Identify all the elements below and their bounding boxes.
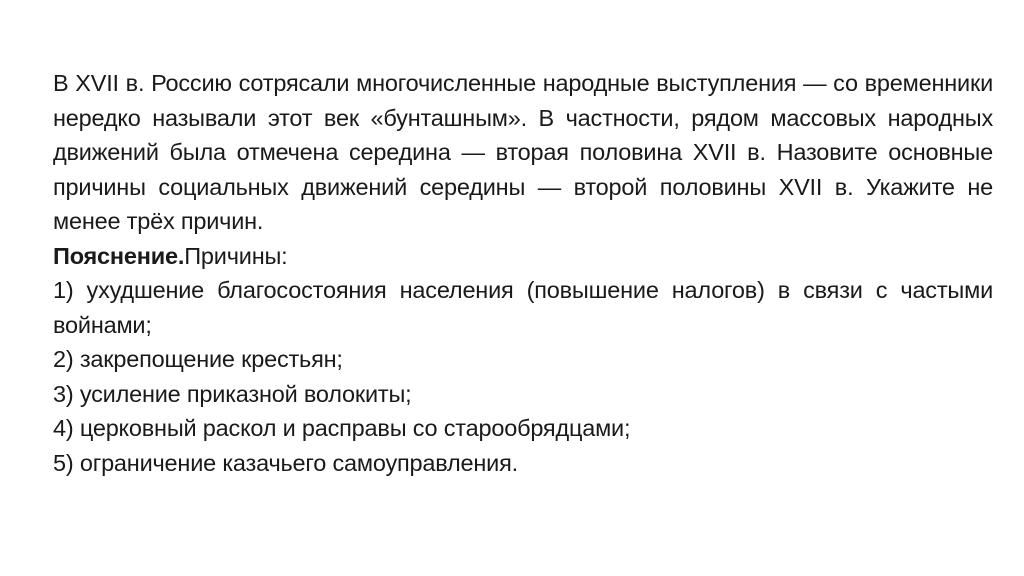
reason-item-5: 5) ограничение казачьего самоуправления.	[53, 449, 518, 476]
reason-item-4: 4) церковный раскол и расправы со старообрядцами;	[53, 415, 631, 441]
question-text: В XVII в. Россию сотрясали многочисленные народные выступления — со временники нередко называли этот век «бунташным». В частности, рядом массовых народных движений была отмечена середина — вторая половина XVII в. Назовите основные причины социальных движений середины — второй половины XVII в. Укажите не менее трёх причин.	[53, 70, 993, 234]
slide-content	[53, 66, 993, 480]
reason-item-1: 1) ухудшение благосостояния населения (повышение налогов) в связи с частыми войнами;	[53, 277, 993, 338]
reason-item-3: 3) усиление приказной волокиты;	[53, 380, 412, 407]
reason-item-2: 2) закрепощение крестьян;	[53, 346, 343, 372]
explanation-intro: Причины:	[184, 242, 288, 269]
reasons-list	[53, 273, 993, 480]
explanation-heading	[53, 239, 993, 274]
explanation-label: Пояснение.	[53, 242, 185, 269]
